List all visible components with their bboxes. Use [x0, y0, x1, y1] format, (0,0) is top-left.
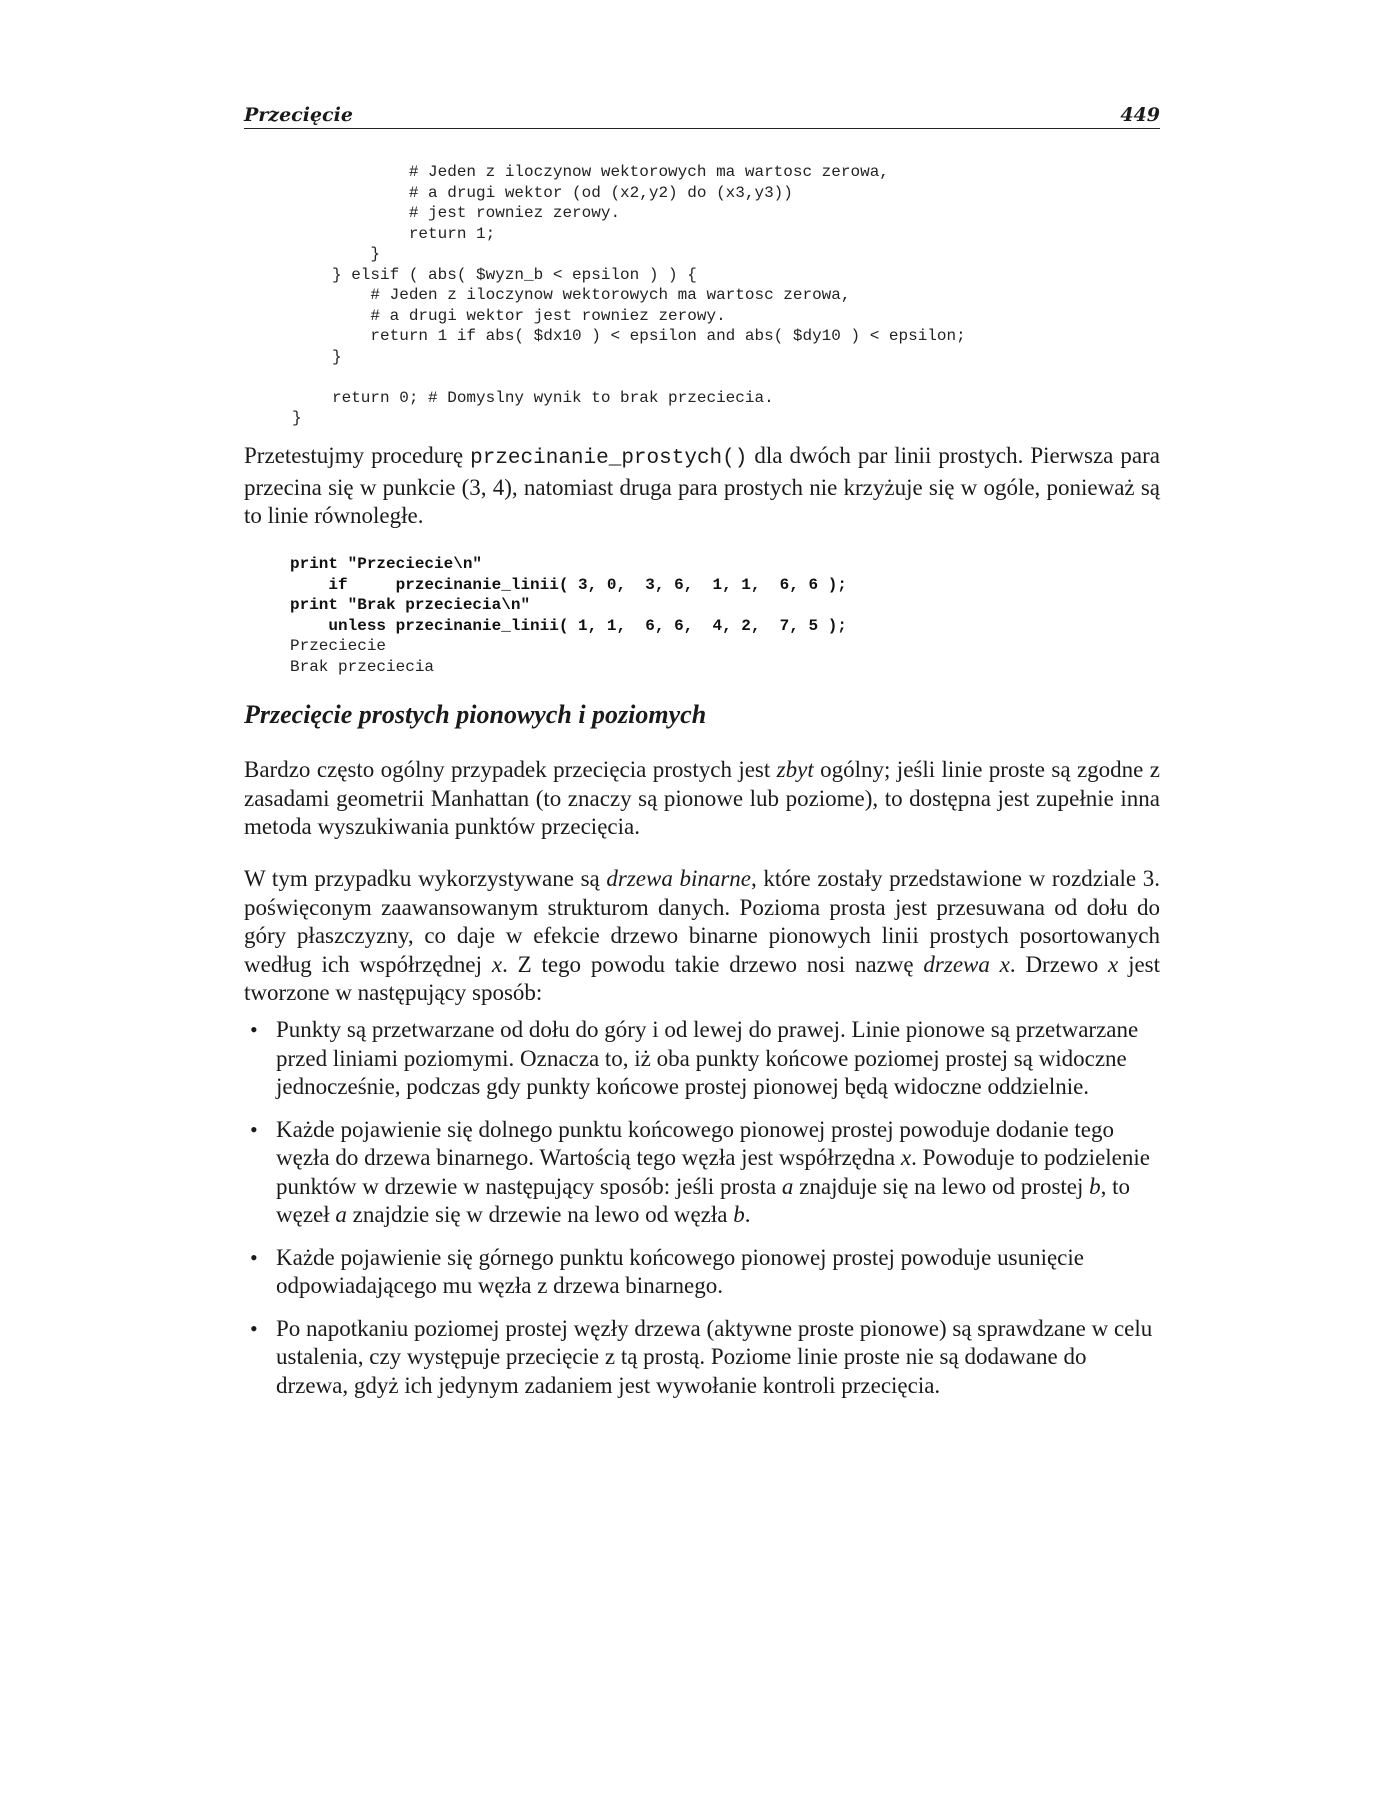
- list-item-text: znajduje się na lewo od prostej: [793, 1173, 1090, 1199]
- list-item: [244, 1315, 1160, 1401]
- bullet-icon: •: [250, 1017, 258, 1042]
- emphasis: zbyt: [776, 757, 814, 782]
- list-item: [244, 1116, 1160, 1230]
- book-page: [244, 100, 1161, 1398]
- bullet-icon: •: [250, 1244, 258, 1270]
- emphasis: b: [733, 1202, 745, 1227]
- paragraph-binary-trees: [244, 865, 1160, 1008]
- code-example-statements: print "Przeciecie\n" if przecinanie_linii( 3, 0, 3, 6, 1, 1, 6, 6 ); print "Brak przeciecia\n" unless przecinanie_linii( 1, 1, 6, 6, 4, 2, 7, 5 );: [290, 555, 847, 635]
- code-example-output: Przeciecie Brak przeciecia: [290, 637, 435, 676]
- section-heading: Przecięcie prostych pionowych i poziomych: [244, 700, 707, 729]
- paragraph-text: , które zostały przedstawione w rozdziale 3. poświęconym zaawansowanym strukturom danych. Pozioma prosta jest przesuwana od dołu do góry płaszczyzny, co daje w efekcie drzewo binarne pionowych linii prostych posortowanych według ich współrzędnej: [244, 866, 1161, 977]
- emphasis: a: [335, 1202, 347, 1227]
- code-listing-continuation: [332, 162, 966, 408]
- code-listing-closing-brace: }: [292, 409, 302, 427]
- emphasis: b: [1089, 1173, 1101, 1199]
- inline-code: przecinanie_prostych(): [470, 447, 748, 470]
- paragraph-manhattan: [244, 756, 1160, 842]
- paragraph-text: . Z tego powodu takie drzewo nosi nazwę: [502, 951, 924, 977]
- bullet-list: [244, 1016, 1160, 1414]
- emphasis: x: [491, 951, 503, 977]
- paragraph-text: ogólny; jeśli linie proste są zgodne z zasadami geometrii Manhattan (to znaczy są pionowe lub poziome), to dostępna jest zupełnie inna metoda wyszukiwania punktów przecięcia.: [244, 757, 1160, 839]
- emphasis: drzewa x: [923, 951, 1010, 977]
- list-item-text: , to węzeł: [276, 1173, 1131, 1227]
- list-item-text: Każde pojawienie się górnego punktu końcowego pionowej prostej powoduje usunięcie odpowiadającego mu węzła z drzewa binarnego.: [276, 1244, 1084, 1298]
- page-header: [244, 100, 1160, 129]
- list-item-text: .: [744, 1202, 751, 1227]
- paragraph-text: W tym przypadku wykorzystywane są: [244, 866, 607, 891]
- code-example: [290, 554, 847, 677]
- paragraph-text: jest tworzone w następujący sposób:: [244, 951, 1161, 1005]
- list-item-text: Po napotkaniu poziomej prostej węzły drzewa (aktywne proste pionowe) są sprawdzane w celu ustalenia, czy występuje przecięcie z tą prostą. Poziome linie proste nie są dodawane do drzewa, gdyż ich jedynym zadaniem jest wywołanie kontroli przecięcia.: [276, 1315, 1153, 1398]
- bullet-icon: •: [250, 1315, 258, 1341]
- list-item: [244, 1244, 1160, 1301]
- paragraph-text: Przetestujmy procedurę: [244, 443, 471, 468]
- emphasis: x: [900, 1145, 912, 1170]
- list-item-text: . Powoduje to podzielenie punktów w drzewie w następujący sposób: jeśli prosta: [276, 1145, 1150, 1199]
- list-item-text: znajdzie się w drzewie na lewo od węzła: [346, 1202, 734, 1227]
- emphasis: drzewa binarne: [606, 866, 752, 891]
- bullet-icon: •: [250, 1116, 258, 1142]
- paragraph-text: . Drzewo: [1009, 951, 1109, 977]
- running-head: Przecięcie: [244, 104, 353, 126]
- paragraph-text: Bardzo często ogólny przypadek przecięcia prostych jest: [244, 757, 777, 782]
- emphasis: a: [781, 1173, 794, 1199]
- emphasis: x: [1108, 951, 1119, 977]
- page-number: 449: [1120, 104, 1160, 126]
- list-item-text: Punkty są przetwarzane od dołu do góry i od lewej do prawej. Linie pionowe są przetwarzane przed liniami poziomymi. Oznacza to, iż oba punkty końcowe poziomej prostej są widoczne jednocześnie, podczas gdy punkty końcowe prostej pionowej będą widoczne oddzielnie.: [276, 1017, 1139, 1099]
- code-listing-body: # Jeden z iloczynow wektorowych ma wartosc zerowa, # a drugi wektor (od (x2,y2) do (x3,y3)) # jest rowniez zerowy. return 1; } } elsif ( abs( $wyzn_b < epsilon ) ) { # Jeden z iloczynow wektorowych ma wartosc zerowa, # a drugi wektor jest rowniez zerowy. return 1 if abs( $dx10 ) < epsilon and abs( $dy10 ) < epsilon; } return 0; # Domyslny wynik to brak przeciecia.: [332, 163, 966, 407]
- list-item: [244, 1016, 1160, 1102]
- list-item-text: Każde pojawienie się dolnego punktu końcowego pionowej prostej powoduje dodanie tego węzła do drzewa binarnego. Wartością tego węzła jest współrzędna: [276, 1116, 1115, 1170]
- paragraph-text: dla dwóch par linii prostych. Pierwsza para przecina się w punkcie (3, 4), natomiast druga para prostych nie krzyżuje się w ogóle, ponieważ są to linie równoległe.: [244, 443, 1160, 528]
- paragraph-test-procedure: [244, 442, 1160, 531]
